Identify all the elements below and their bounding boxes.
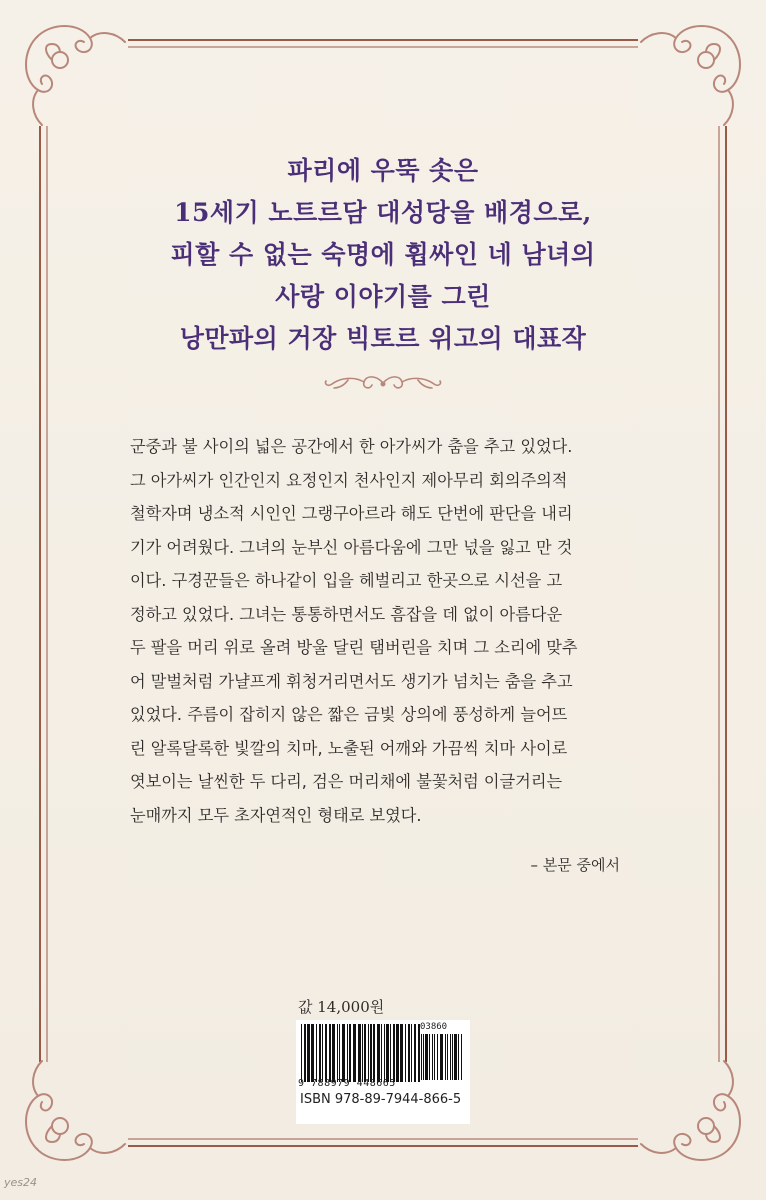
- addon-digits: 03860: [420, 1022, 448, 1032]
- price-label: 값 14,000원: [298, 998, 385, 1016]
- tagline-line: 파리에 우뚝 솟은: [287, 156, 479, 185]
- corner-ornament-top-right-icon: [641, 26, 740, 125]
- floral-divider-ornament-icon: [318, 372, 448, 394]
- excerpt-line: 두 팔을 머리 위로 올려 방울 달린 탬버린을 치며 그 소리에 맞추: [130, 638, 578, 657]
- excerpt-line: 기가 어려웠다. 그녀의 눈부신 아름다움에 그만 넋을 잃고 만 것: [130, 537, 573, 557]
- excerpt-line: 정하고 있었다. 그녀는 통통하면서도 흠잡을 데 없이 아름다운: [130, 604, 563, 624]
- excerpt-line: 있었다. 주름이 잡히지 않은 짧은 금빛 상의에 풍성하게 늘어뜨: [130, 705, 568, 724]
- isbn-text: ISBN 978-89-7944-866-5: [300, 1092, 462, 1107]
- tagline-line: 사랑 이야기를 그린: [275, 282, 491, 311]
- tagline-line: 15세기 노트르담 대성당을 배경으로,: [174, 198, 592, 227]
- excerpt-line: 린 알록달록한 빛깔의 치마, 노출된 어깨와 가끔씩 치마 사이로: [130, 738, 568, 758]
- excerpt-line: 어 말벌처럼 가냘프게 휘청거리면서도 생기가 넘치는 춤을 추고: [130, 671, 573, 691]
- tagline-line: 낭만파의 거장 빅토르 위고의 대표작: [179, 324, 587, 353]
- tagline-line: 피할 수 없는 숙명에 휩싸인 네 남녀의: [170, 240, 596, 269]
- watermark-text: yes24: [4, 1176, 38, 1189]
- excerpt-line: 철학자며 냉소적 시인인 그랭구아르라 해도 단번에 판단을 내리: [130, 504, 573, 523]
- corner-ornament-bottom-right-icon: [641, 1061, 740, 1160]
- excerpt-line: 군중과 불 사이의 넓은 공간에서 한 아가씨가 춤을 추고 있었다.: [130, 437, 573, 456]
- ean-digits: 9 788979 448665: [298, 1078, 396, 1089]
- excerpt-line: 그 아가씨가 인간인지 요정인지 천사인지 제아무리 회의주의적: [130, 470, 568, 490]
- tagline: [0, 150, 766, 360]
- excerpt-text: [130, 430, 650, 832]
- corner-ornament-top-left-icon: [26, 26, 125, 125]
- excerpt-source: – 본문 중에서: [530, 856, 620, 874]
- isbn-barcode-area: [296, 1020, 470, 1124]
- addon-barcode: [420, 1034, 466, 1080]
- excerpt-line: 눈매까지 모두 초자연적인 형태로 보였다.: [130, 805, 422, 825]
- corner-ornament-bottom-left-icon: [26, 1061, 125, 1160]
- ean-barcode: [300, 1024, 420, 1082]
- excerpt-line: 엿보이는 날씬한 두 다리, 검은 머리채에 불꽃처럼 이글거리는: [130, 772, 563, 791]
- excerpt-line: 이다. 구경꾼들은 하나같이 입을 헤벌리고 한곳으로 시선을 고: [130, 571, 563, 590]
